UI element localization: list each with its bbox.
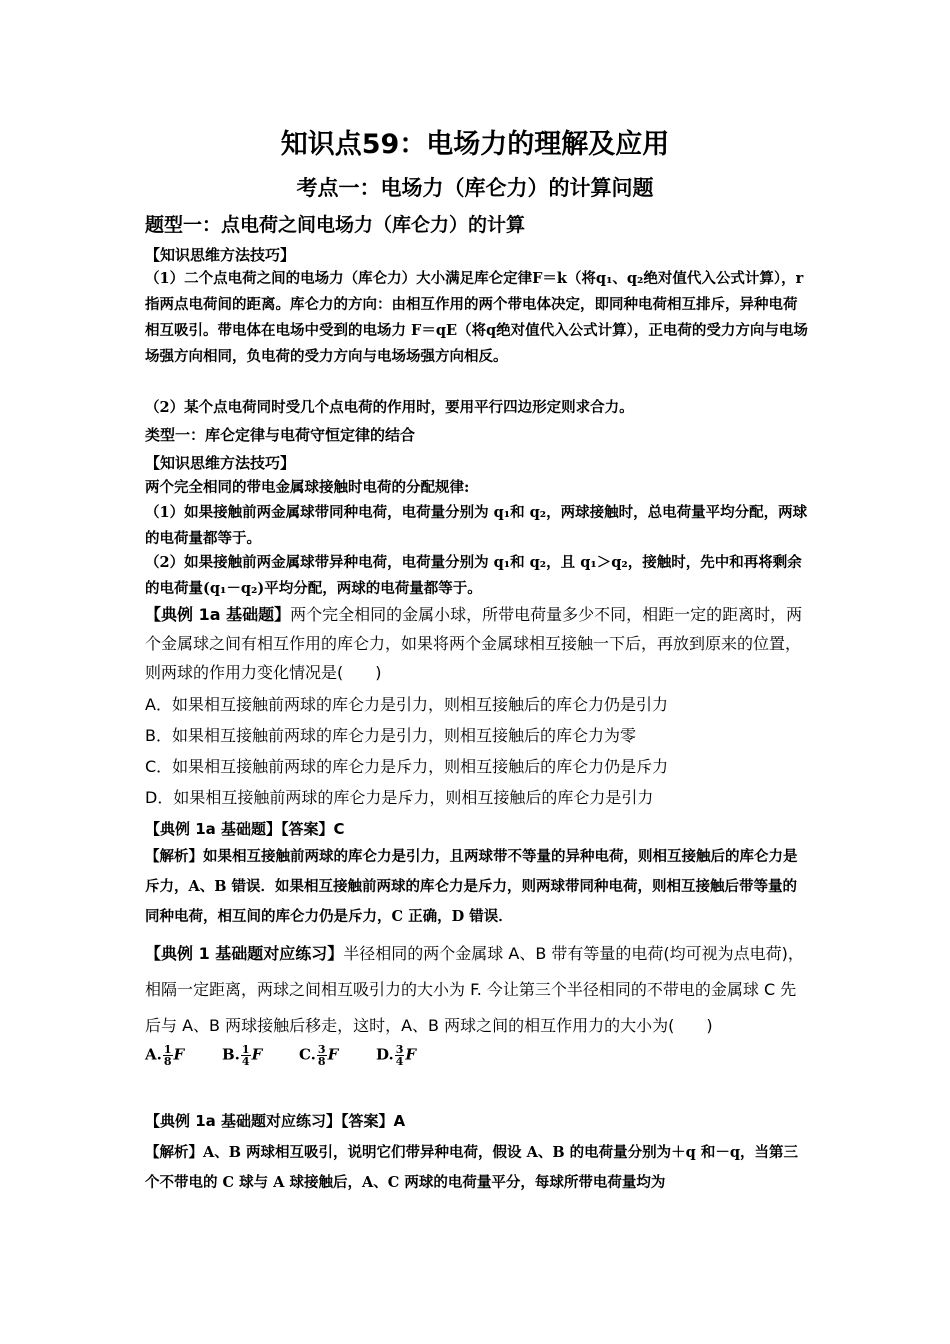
tip-label-1: 【知识思维方法技巧】 [145, 246, 296, 264]
fraction: $\frac{3}{4}$ [395, 1043, 404, 1068]
example-2-analysis-label: 【解析】 [145, 1145, 203, 1161]
example-2-label: 【典例 1 基础题对应练习】 [145, 944, 344, 963]
example-2-choice-c: C. $\frac{3}{8}$ F [299, 1043, 339, 1068]
example-2-analysis [145, 1138, 810, 1198]
tip2-paragraph-1: （1）如果接触前两金属球带同种电荷，电荷量分别为 q₁和 q₂，两球接触时，总电荷量平均分配，两球的电荷量都等于。 [145, 504, 808, 547]
example-2-choice-d: D. $\frac{3}{4}$ F [376, 1043, 417, 1068]
page-subtitle: 考点一：电场力（库仑力）的计算问题 [296, 176, 654, 200]
fraction: $\frac{1}{8}$ [163, 1043, 172, 1068]
example-2-choice-b: B. $\frac{1}{4}$ F [222, 1043, 263, 1068]
section-heading: 题型一：点电荷之间电场力（库仑力）的计算 [145, 214, 526, 236]
tip2-paragraph-2: （2）如果接触前两金属球带异种电荷，电荷量分别为 q₁和 q₂，且 q₁＞q₂，接触时，先中和再将剩余的电荷量(q₁－q₂)平均分配，两球的电荷量都等于。 [145, 554, 802, 597]
example-2-text: 半径相同的两个金属球 A、B 带有等量的电荷(均可视为点电荷)，相隔一定距离，两球之间相互吸引力的大小为 F. 今让第三个半径相同的不带电的金属球 C 先后与 A、B 两球接触后移走，这时，A、B 两球之间的相互作用力的大小为( ) [145, 944, 804, 1035]
example-1-label: 【典例 1a 基础题】 [145, 605, 291, 624]
example-1-text: 两个完全相同的金属小球，所带电荷量多少不同，相距一定的距离时，两个金属球之间有相互作用的库仑力，如果将两个金属球相互接触一下后，再放到原来的位置，则两球的作用力变化情况是( ) [145, 605, 803, 682]
example-1-option-a: A．如果相互接触前两球的库仑力是引力，则相互接触后的库仑力仍是引力 [145, 695, 668, 714]
example-1-analysis-text: 如果相互接触前两球的库仑力是引力，且两球带不等量的异种电荷，则相互接触后的库仑力是斥力，A、B 错误．如果相互接触前两球的库仑力是斥力，则两球带同种电荷，则相互接触后带等量的同种电荷，相互间的库仑力仍是斥力，C 正确，D 错误． [145, 848, 798, 925]
example-2-analysis-text: A、B 两球相互吸引，说明它们带异种电荷，假设 A、B 的电荷量分别为＋q 和－q，当第三个不带电的 C 球与 A 球接触后，A、C 两球的电荷量平分，每球所带电荷量均为 [145, 1144, 798, 1191]
tip1-paragraph-2: （2）某个点电荷同时受几个点电荷的作用时，要用平行四边形定则求合力。 [145, 399, 634, 416]
example-1-option-b: B．如果相互接触前两球的库仑力是引力，则相互接触后的库仑力为零 [145, 726, 636, 745]
example-1-analysis [145, 842, 810, 932]
fraction: $\frac{3}{8}$ [317, 1043, 326, 1068]
example-2 [145, 936, 810, 1044]
example-2-answer: 【典例 1a 基础题对应练习】【答案】A [145, 1112, 406, 1130]
fraction: $\frac{1}{4}$ [241, 1043, 250, 1068]
tip-label-2: 【知识思维方法技巧】 [145, 454, 296, 472]
example-2-choice-a: A. $\frac{1}{8}$ F [145, 1043, 185, 1068]
example-1-analysis-label: 【解析】 [145, 849, 203, 865]
tip1-paragraph-1: （1）二个点电荷之间的电场力（库仑力）大小满足库仑定律F＝k（将q₁、q₂绝对值代入公式计算），r指两点电荷间的距离。库仑力的方向：由相互作用的两个带电体决定，即同种电荷相互排斥，异种电荷相互吸引。带电体在电场中受到的电场力 F＝qE（将q绝对值代入公式计算），正电荷的受力方向与电场场强方向相同，负电荷的受力方向与电场场强方向相反。 [145, 270, 808, 365]
tip2-intro: 两个完全相同的带电金属球接触时电荷的分配规律: [145, 479, 470, 496]
example-1 [145, 600, 810, 687]
example-1-option-c: C．如果相互接触前两球的库仑力是斥力，则相互接触后的库仑力仍是斥力 [145, 757, 669, 776]
page-title: 知识点59：电场力的理解及应用 [280, 129, 670, 160]
example-1-option-d: D．如果相互接触前两球的库仑力是斥力，则相互接触后的库仑力是引力 [145, 788, 654, 807]
type-heading: 类型一：库仑定律与电荷守恒定律的结合 [145, 426, 416, 444]
example-1-answer: 【典例 1a 基础题】【答案】C [145, 820, 345, 838]
